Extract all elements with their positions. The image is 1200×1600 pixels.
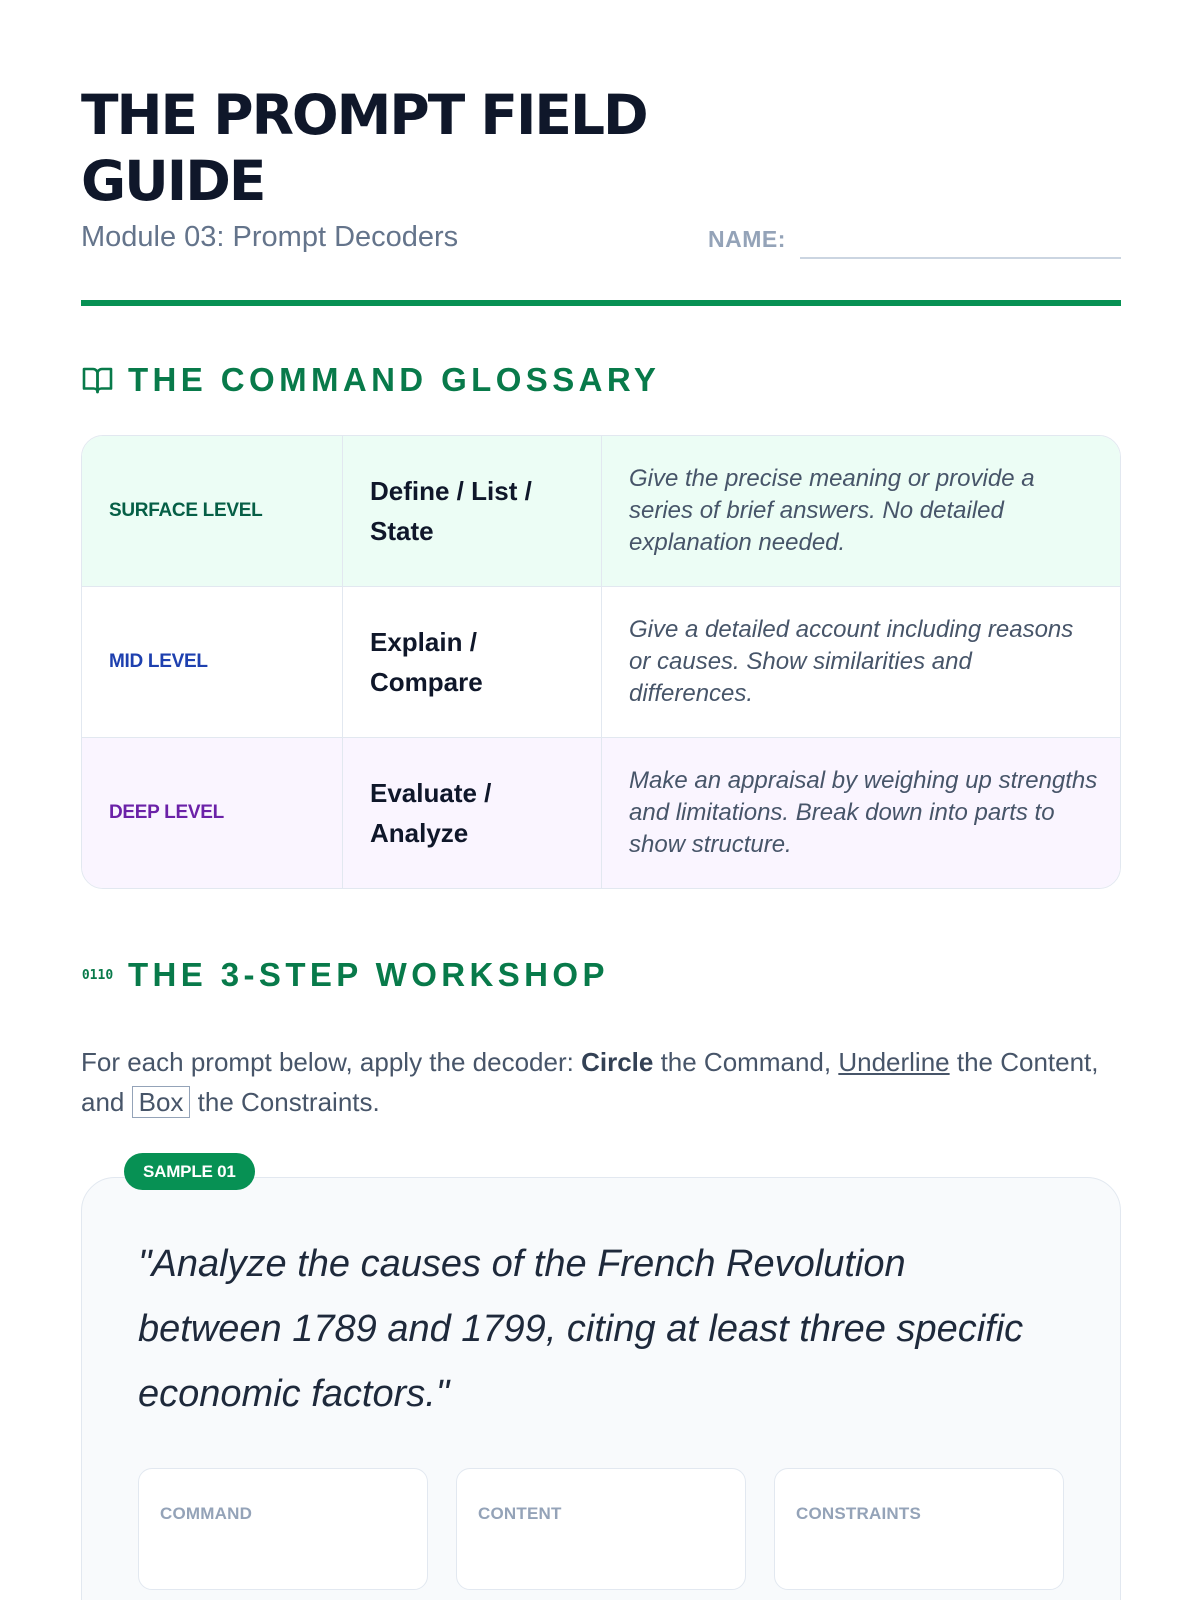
name-label: NAME: (708, 226, 786, 252)
binary-icon-top: 01 (81, 967, 98, 983)
instructions-box: Box (132, 1086, 191, 1118)
glossary-row-deep (82, 738, 1120, 888)
command-answer-label: COMMAND (160, 1504, 253, 1523)
name-field-line[interactable] (800, 257, 1121, 259)
instructions-intro: For each prompt below, apply the decoder: (81, 1047, 582, 1077)
binary-icon-bottom: 10 (97, 967, 114, 983)
constraints-answer-label: CONSTRAINTS (796, 1504, 921, 1523)
workshop-instructions (81, 1042, 1121, 1122)
workshop-heading (81, 956, 609, 994)
worksheet-page (81, 0, 1121, 1600)
sample-prompt: "Analyze the causes of the French Revolution between 1789 and 1799, citing at least three specific economic factors." (138, 1243, 1024, 1415)
instructions-after-box: the Constraints. (190, 1087, 380, 1117)
command-answer-box[interactable] (138, 1468, 428, 1590)
instructions-underline: Underline (838, 1047, 950, 1077)
instructions-after-underline: the Content, and (81, 1047, 1099, 1117)
module-subtitle: Module 03: Prompt Decoders (81, 221, 459, 253)
constraints-answer-box[interactable] (774, 1468, 1064, 1590)
glossary-heading (81, 361, 660, 399)
content-answer-box[interactable] (456, 1468, 746, 1590)
header-divider (81, 300, 1121, 306)
content-answer-label: CONTENT (478, 1504, 562, 1523)
binary-icon (81, 959, 114, 992)
command-description-surface: Give the precise meaning or provide a series of brief answers. No detailed explanation needed. (629, 465, 1035, 556)
glossary-row-surface (82, 436, 1120, 587)
level-label-deep: DEEP LEVEL (82, 738, 343, 888)
instructions-after-circle: the Command, (653, 1047, 839, 1077)
glossary-table (81, 435, 1121, 889)
command-terms-surface: Define / List / State (343, 436, 602, 586)
instructions-circle: Circle (581, 1047, 654, 1077)
command-terms-mid: Explain / Compare (343, 587, 602, 737)
workshop-title: THE 3-STEP WORKSHOP (128, 956, 609, 993)
sample-badge: SAMPLE 01 (124, 1153, 255, 1190)
glossary-title: THE COMMAND GLOSSARY (128, 361, 661, 398)
level-label-surface: SURFACE LEVEL (82, 436, 343, 586)
command-description-deep: Make an appraisal by weighing up strengths and limitations. Break down into parts to show structure. (629, 767, 1098, 858)
page-title: THE PROMPT FIELD GUIDE (81, 83, 647, 213)
book-icon (81, 364, 114, 397)
level-label-mid: MID LEVEL (82, 587, 343, 737)
command-terms-deep: Evaluate / Analyze (343, 738, 602, 888)
command-description-mid: Give a detailed account including reasons or causes. Show similarities and differences. (629, 616, 1074, 707)
glossary-row-mid (82, 587, 1120, 738)
